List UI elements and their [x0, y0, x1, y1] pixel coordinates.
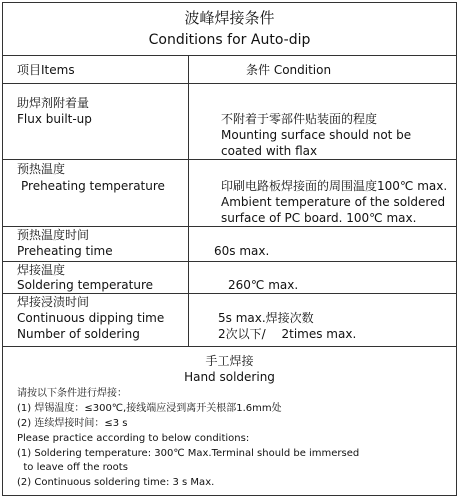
title-chinese: 波峰焊接条件 [184, 9, 275, 27]
hand-line-3: (2) 连续焊接时间：≤3 s [17, 418, 128, 429]
hand-title-cn: 手工焊接 [205, 354, 254, 368]
column-divider [188, 55, 189, 346]
rule-row5 [3, 346, 456, 347]
hand-line-2: (1) 焊锡温度：≤300℃,接线端应浸到离开关根部1.6mm处 [17, 403, 282, 414]
row4-cond-1: 260℃ max. [228, 278, 299, 292]
rule-header [3, 83, 456, 84]
rule-row3 [3, 261, 456, 262]
row1-item-cn: 助焊剂附着量 [17, 96, 90, 110]
row2-cond-3: surface of PC board. 100℃ max. [221, 211, 417, 225]
hand-line-5: (1) Soldering temperature: 300℃ Max.Terminal should be immersed [17, 448, 360, 459]
header-items: 项目Items [17, 63, 75, 77]
row2-item-cn: 预热温度 [17, 162, 66, 176]
rule-row2 [3, 226, 456, 227]
hand-line-4: Please practice according to below conditions: [17, 433, 250, 444]
row4-item-en: Soldering temperature [17, 278, 154, 292]
hand-line-1: 请按以下条件进行焊接： [17, 388, 127, 399]
row5-item-en2: Number of soldering [17, 327, 140, 341]
row4-item-cn: 焊接温度 [17, 263, 66, 277]
row1-cond-1: 不附着于零部件贴装面的程度 [221, 112, 378, 126]
row5-cond-1: 5s max.焊接次数 [218, 311, 314, 325]
row3-cond-1: 60s max. [214, 244, 270, 258]
title-english: Conditions for Auto-dip [148, 32, 311, 48]
row1-cond-3: coated with flax [221, 144, 318, 158]
header-condition: 条件 Condition [246, 63, 332, 77]
row3-item-en: Preheating time [17, 244, 113, 258]
rule-title [3, 55, 456, 56]
rule-row1 [3, 159, 456, 160]
row2-cond-2: Ambient temperature of the soldered [221, 195, 446, 209]
row1-item-en: Flux built-up [17, 112, 92, 126]
row2-item-en: Preheating temperature [21, 179, 165, 193]
row5-cond-2: 2次以下/ 2times max. [218, 327, 357, 341]
row2-cond-1: 印刷电路板焊接面的周围温度100℃ max. [221, 179, 448, 193]
row3-item-cn: 预热温度时间 [17, 228, 90, 242]
row5-item-cn: 焊接浸渍时间 [17, 295, 90, 309]
conditions-table [2, 2, 457, 496]
row5-item-en: Continuous dipping time [17, 311, 165, 325]
hand-line-7: (2) Continuous soldering time: 3 s Max. [17, 477, 215, 488]
rule-row4 [3, 293, 456, 294]
hand-line-6: to leave off the roots [17, 462, 128, 473]
row1-cond-2: Mounting surface should not be [221, 128, 412, 142]
hand-title-en: Hand soldering [184, 370, 275, 384]
